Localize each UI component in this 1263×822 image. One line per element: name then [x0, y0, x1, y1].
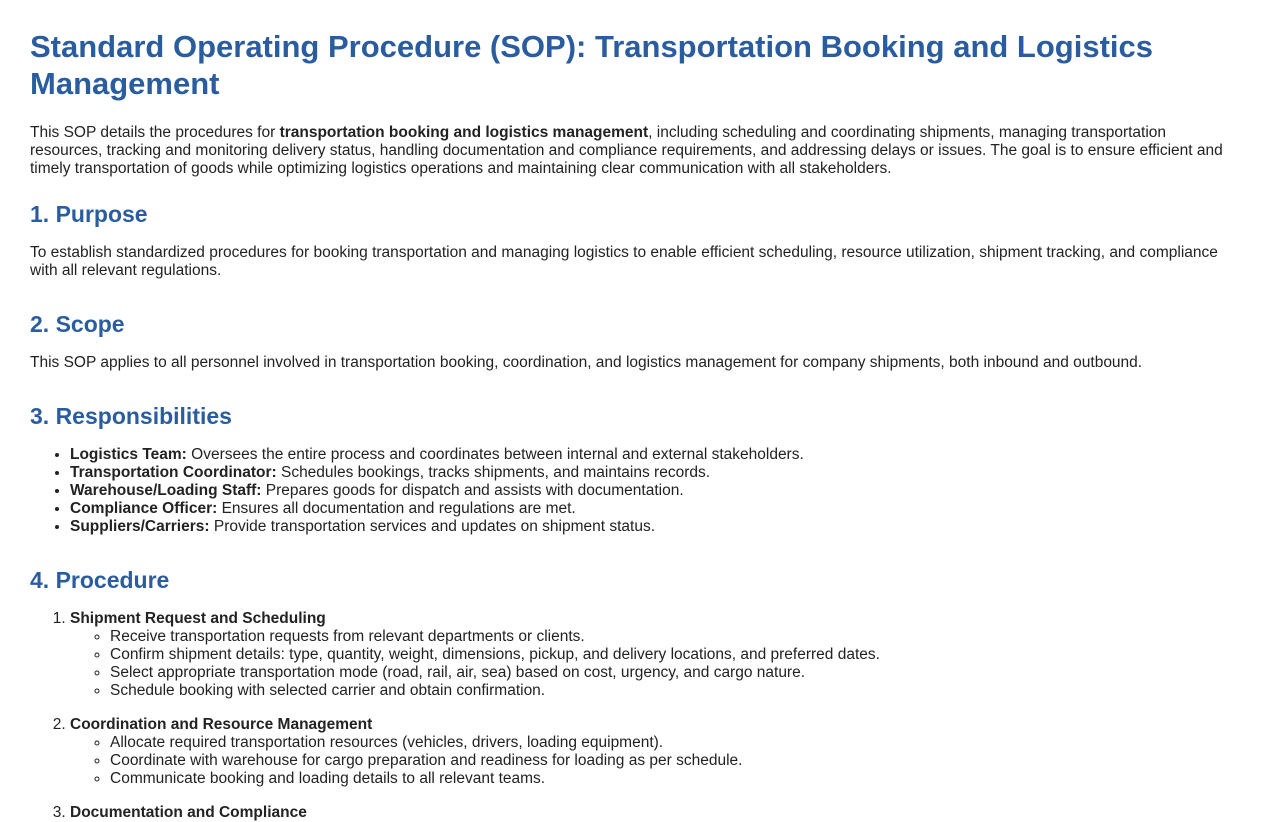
list-item: [70, 464, 1233, 482]
step-substeps: [70, 628, 1233, 700]
role-label: Compliance Officer:: [70, 500, 218, 517]
role-label: Transportation Coordinator:: [70, 464, 277, 481]
list-item: ◦ Coordinate with warehouse for cargo preparation and readiness for loading as per schedule.: [110, 752, 1233, 770]
responsibilities-heading: 3. Responsibilities: [30, 403, 232, 429]
step-title: Shipment Request and Scheduling: [70, 610, 326, 627]
list-item: ◦ Select appropriate transportation mode (road, rail, air, sea) based on cost, urgency, and cargo nature.: [110, 664, 1233, 682]
procedure-step: [70, 804, 1233, 822]
step-title: Coordination and Resource Management: [70, 716, 373, 733]
page-title: Standard Operating Procedure (SOP): Transportation Booking and Logistics Management: [30, 29, 1154, 101]
procedure-list: [30, 610, 1233, 822]
procedure-step: [70, 610, 1233, 700]
role-label: Logistics Team:: [70, 446, 187, 463]
role-label: Warehouse/Loading Staff:: [70, 482, 262, 499]
purpose-text: To establish standardized procedures for booking transportation and managing logistics to enable efficient scheduling, resource utilization, shipment tracking, and compliance with all relevant regulations.: [30, 244, 1218, 279]
role-description: Ensures all documentation and regulations are met.: [217, 500, 576, 517]
step-substeps: [70, 734, 1233, 788]
step-title: Documentation and Compliance: [70, 804, 307, 821]
list-item: ◦ Receive transportation requests from relevant departments or clients.: [110, 628, 1233, 646]
procedure-heading: 4. Procedure: [30, 567, 170, 593]
role-description: Prepares goods for dispatch and assists with documentation.: [261, 482, 684, 499]
intro-prefix: This SOP details the procedures for: [30, 124, 280, 141]
intro-paragraph: [30, 124, 1233, 178]
role-description: Provide transportation services and updates on shipment status.: [209, 518, 656, 535]
list-item: ◦ Confirm shipment details: type, quantity, weight, dimensions, pickup, and delivery locations, and preferred dates.: [110, 646, 1233, 664]
list-item: ◦ Communicate booking and loading details to all relevant teams.: [110, 770, 1233, 788]
role-description: Oversees the entire process and coordinates between internal and external stakeholders.: [186, 446, 804, 463]
responsibilities-list: [30, 446, 1233, 536]
list-item: [70, 482, 1233, 500]
procedure-step: [70, 716, 1233, 788]
list-item: [70, 500, 1233, 518]
role-description: Schedules bookings, tracks shipments, and maintains records.: [276, 464, 711, 481]
role-label: Suppliers/Carriers:: [70, 518, 210, 535]
intro-bold: transportation booking and logistics management: [279, 124, 649, 141]
purpose-heading: 1. Purpose: [30, 201, 148, 227]
list-item: ◦ Schedule booking with selected carrier and obtain confirmation.: [110, 682, 1233, 700]
intro-suffix: , including scheduling and coordinating shipments, managing transportation resources, tracking and monitoring delivery status, handling documentation and compliance requirements, and addressing delays or issues. The goal is to ensure efficient and timely transportation of goods while optimizing logistics operations and maintaining clear communication with all stakeholders.: [30, 124, 1223, 177]
list-item: [70, 446, 1233, 464]
list-item: [70, 518, 1233, 536]
list-item: ◦ Allocate required transportation resources (vehicles, drivers, loading equipment).: [110, 734, 1233, 752]
scope-text: This SOP applies to all personnel involved in transportation booking, coordination, and logistics management for company shipments, both inbound and outbound.: [30, 354, 1143, 371]
scope-heading: 2. Scope: [30, 311, 125, 337]
